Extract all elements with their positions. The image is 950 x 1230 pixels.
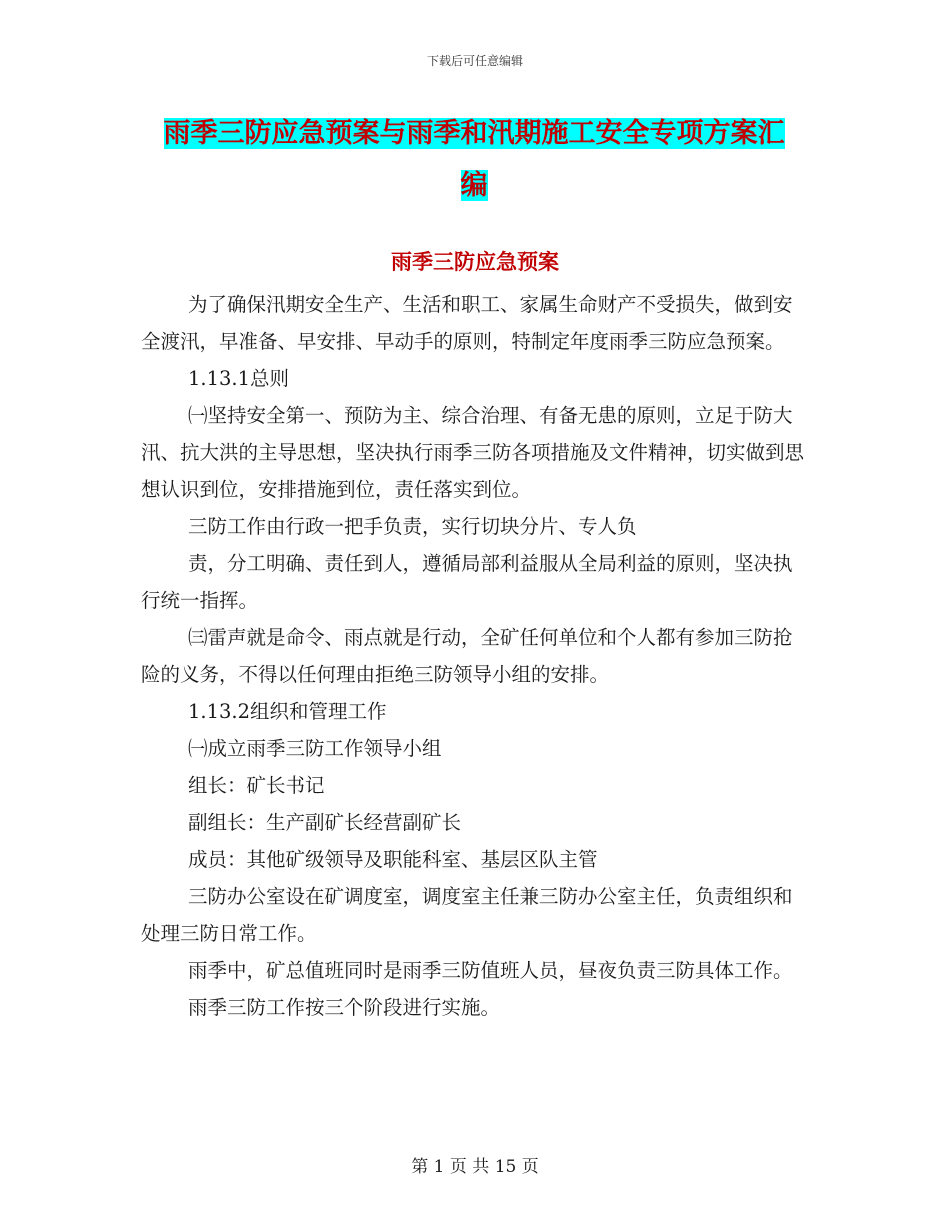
paragraph-leading-group: ㈠成立雨季三防工作领导小组 <box>188 737 442 760</box>
document-title-line-2: 编 <box>460 170 488 201</box>
paragraph-group-leader: 组长：矿长书记 <box>188 774 325 797</box>
document-title-line-1: 雨季三防应急预案与雨季和汛期施工安全专项方案汇 <box>163 118 785 149</box>
paragraph-duty: 雨季中，矿总值班同时是雨季三防值班人员，昼夜负责三防具体工作。 <box>188 959 793 982</box>
paragraph-responsibility: 三防工作由行政一把手负责，实行切块分片、专人负 <box>188 515 637 538</box>
heading-organization: 1.13.2组织和管理工作 <box>188 700 387 723</box>
paragraph-intro: 为了确保汛期安全生产、生活和职工、家属生命财产不受损失，做到安全渡汛，早准备、早安排、早动手的原则，特制定年度雨季三防应急预案。 <box>141 293 793 353</box>
paragraph-principle-1: ㈠坚持安全第一、预防为主、综合治理、有备无患的原则，立足于防大汛、抗大洪的主导思想，坚决执行雨季三防各项措施及文件精神，切实做到思想认识到位，安排措施到位，责任落实到位。 <box>141 404 805 501</box>
document-body <box>141 286 809 1026</box>
paragraph-deputy-leader: 副组长：生产副矿长经营副矿长 <box>188 811 462 834</box>
paragraph-division-of-labor: 责，分工明确、责任到人，遵循局部利益服从全局利益的原则，坚决执行统一指挥。 <box>141 552 793 612</box>
page-number: 第 1 页 共 15 页 <box>411 1157 539 1177</box>
paragraph-stages: 雨季三防工作按三个阶段进行实施。 <box>188 996 501 1019</box>
heading-general-principles: 1.13.1总则 <box>188 367 290 390</box>
document-title <box>140 108 808 212</box>
header-note: 下载后可任意编辑 <box>426 54 523 68</box>
section-title: 雨季三防应急预案 <box>391 250 559 274</box>
paragraph-principle-3: ㈢雷声就是命令、雨点就是行动，全矿任何单位和个人都有参加三防抢险的义务，不得以任何理由拒绝三防领导小组的安排。 <box>141 626 793 686</box>
paragraph-members: 成员：其他矿级领导及职能科室、基层区队主管 <box>188 848 598 871</box>
paragraph-office: 三防办公室设在矿调度室，调度室主任兼三防办公室主任，负责组织和处理三防日常工作。 <box>141 885 793 945</box>
